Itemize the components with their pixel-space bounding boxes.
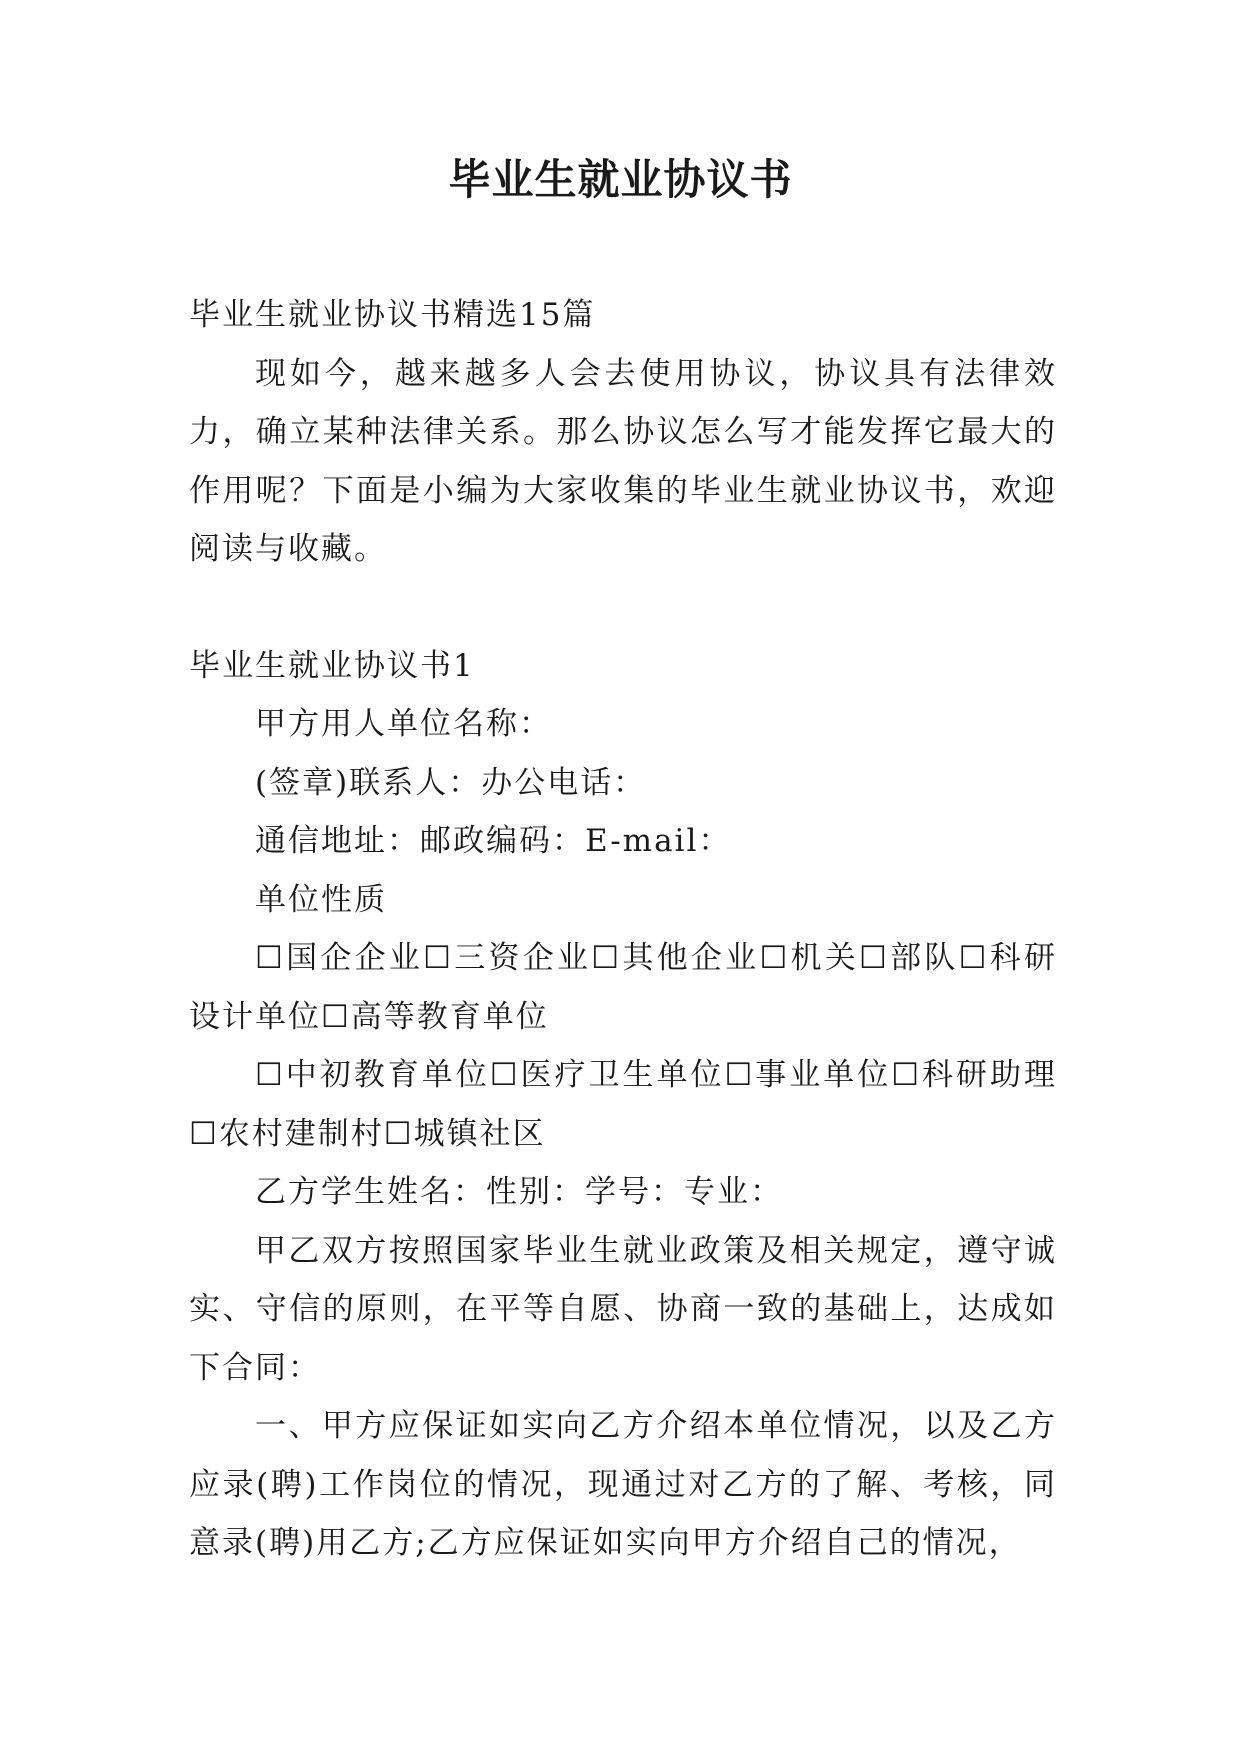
section-title: 毕业生就业协议书1: [189, 647, 475, 684]
paragraph-gap: [189, 579, 1057, 637]
address-line: 通信地址：邮政编码：E-mail：: [255, 823, 732, 859]
intro-paragraph: 现如今，越来越多人会去使用协议，协议具有法律效力，确立某种法律关系。那么协议怎么写才能发挥它最大的作用呢？下面是小编为大家收集的毕业生就业协议书，欢迎阅读与收藏。: [189, 355, 1057, 567]
agreement-paragraph: 甲乙双方按照国家毕业生就业政策及相关规定，遵守诚实、守信的原则，在平等自愿、协商一致的基础上，达成如下合同：: [189, 1232, 1057, 1386]
document-body: [189, 286, 1057, 1573]
document-subtitle: 毕业生就业协议书精选15篇: [189, 297, 596, 333]
document-title: 毕业生就业协议书: [448, 155, 793, 204]
unit-nature-label: 单位性质: [255, 881, 387, 918]
contact-line: (签章)联系人：办公电话：: [255, 764, 647, 801]
unit-options-line-2: ☐中初教育单位☐医疗卫生单位☐事业单位☐科研助理☐农村建制村☐城镇社区: [189, 1057, 1057, 1152]
unit-options-line-1: ☐国企企业☐三资企业☐其他企业☐机关☐部队☐科研设计单位☐高等教育单位: [189, 940, 1057, 1035]
party-b-line: 乙方学生姓名：性别：学号：专业：: [255, 1174, 783, 1210]
party-a-name-line: 甲方用人单位名称：: [255, 706, 552, 742]
clause-1-paragraph: 一、甲方应保证如实向乙方介绍本单位情况，以及乙方应录(聘)工作岗位的情况，现通过对乙方的了解、考核，同意录(聘)用乙方;乙方应保证如实向甲方介绍自己的情况，: [189, 1408, 1057, 1561]
